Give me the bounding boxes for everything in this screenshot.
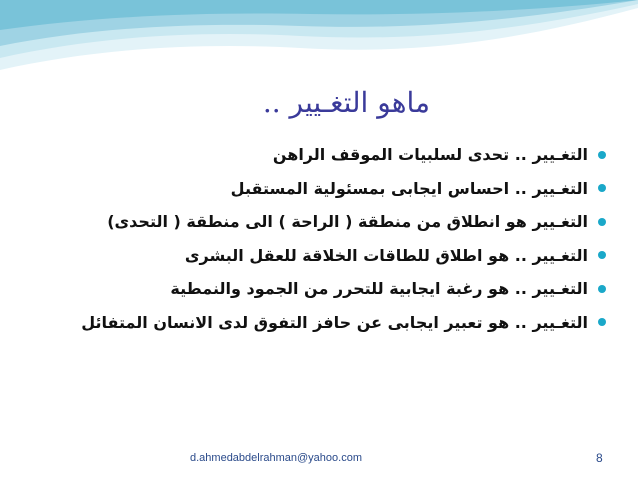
bullet-text: التغـيير هو انطلاق من منطقة ( الراحة ) الى منطقة ( التحدى) [107, 212, 588, 231]
bullet-dot-icon [598, 218, 606, 226]
bullet-list [81, 138, 606, 339]
bullet-dot-icon [598, 184, 606, 192]
page-number: 8 [596, 451, 603, 465]
header-wave-decoration [0, 0, 638, 90]
bullet-dot-icon [598, 285, 606, 293]
bullet-text: التغـيير .. هو اطلاق للطاقات الخلاقة للعقل البشرى [184, 245, 588, 265]
bullet-item [81, 272, 606, 306]
footer-email: d.ahmedabdelrahman@yahoo.com [190, 452, 362, 464]
bullet-dot-icon [598, 151, 606, 159]
bullet-item [81, 239, 606, 273]
bullet-item [81, 138, 606, 172]
bullet-item [81, 306, 606, 340]
bullet-text: التغـيير .. هو تعبير ايجابى عن حافز التفوق لدى الانسان المتفائل [81, 312, 588, 332]
bullet-dot-icon [598, 318, 606, 326]
bullet-text: التغـيير .. احساس ايجابى بمسئولية المستقبل [230, 178, 588, 198]
bullet-dot-icon [598, 251, 606, 259]
bullet-text: التغـيير .. تحدى لسلبيات الموقف الراهن [272, 145, 588, 164]
bullet-item [81, 205, 606, 239]
slide-title: ماهو التغـيير .. [262, 86, 430, 119]
bullet-item [81, 172, 606, 206]
bullet-text: التغـيير .. هو رغبة ايجابية للتحرر من الجمود والنمطية [170, 279, 588, 298]
